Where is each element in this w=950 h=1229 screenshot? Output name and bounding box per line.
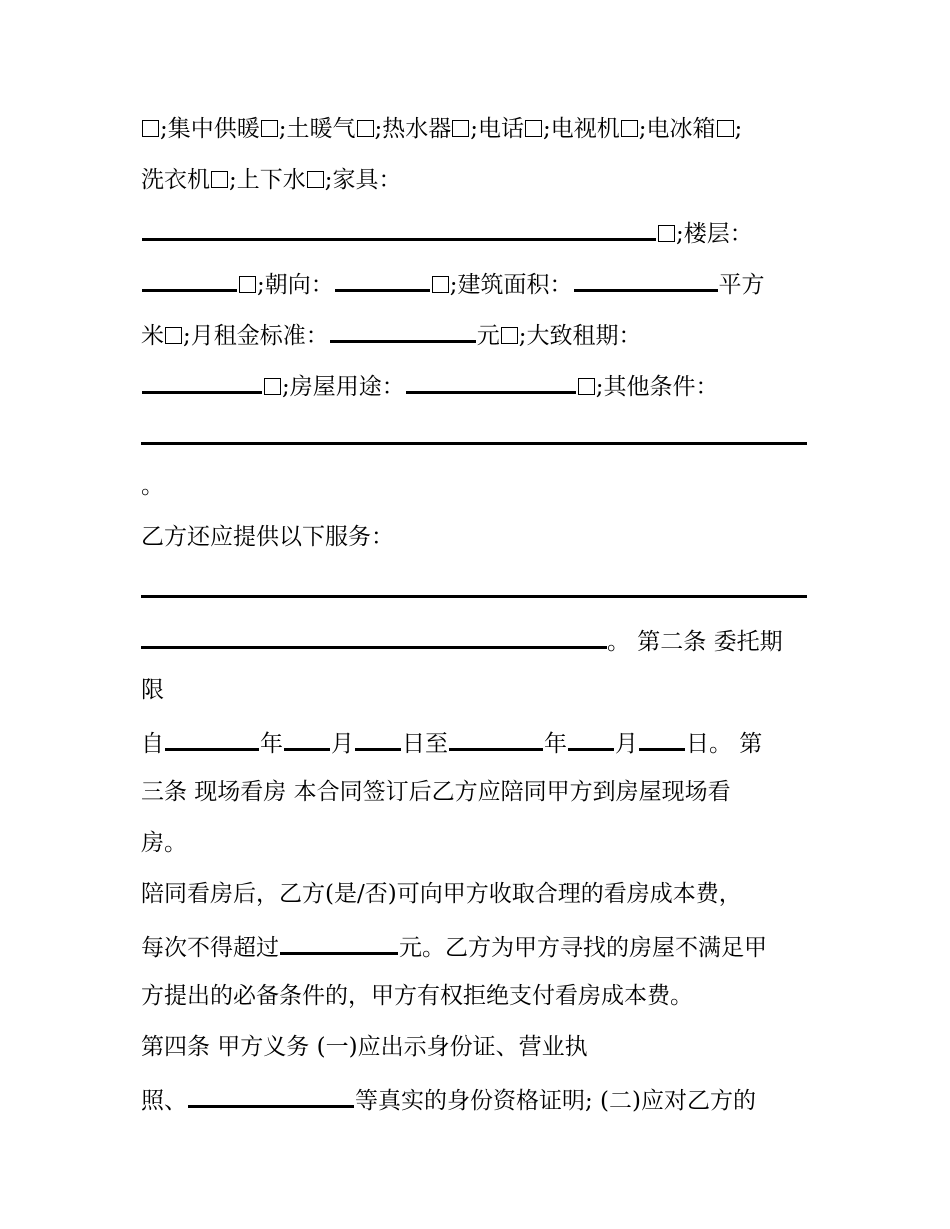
text: ;朝向：: [257, 272, 334, 298]
text: ;楼层：: [676, 221, 753, 247]
start-month-blank[interactable]: [284, 726, 330, 751]
fee-limit-blank[interactable]: [280, 930, 398, 955]
text: 第四条 甲方义务 (一)应出示身份证、营业执: [141, 1034, 588, 1060]
services-blank-2[interactable]: [141, 624, 607, 649]
text: 照、: [141, 1088, 187, 1114]
checkbox[interactable]: [717, 120, 734, 137]
viewing-fee-line: [141, 879, 742, 909]
area-blank[interactable]: [574, 267, 718, 292]
other-conditions-line: [141, 420, 807, 450]
furniture-line: [141, 216, 753, 246]
services-blank[interactable]: [141, 573, 807, 598]
floor-blank[interactable]: [142, 267, 237, 292]
text: ;电冰箱: [638, 116, 716, 142]
text: ;电话: [470, 116, 524, 142]
viewing-clause: [141, 777, 731, 807]
text: ;月租金标准：: [183, 323, 329, 349]
start-day-blank[interactable]: [355, 726, 401, 751]
text: 房。: [141, 830, 187, 856]
services-blank-line-2: [141, 624, 783, 654]
text: 每次不得超过: [141, 935, 279, 961]
floor-orientation-line: [141, 267, 765, 297]
services-heading: [141, 522, 394, 552]
checkbox[interactable]: [239, 276, 256, 293]
services-blank-line: [141, 573, 807, 603]
checkbox[interactable]: [142, 120, 159, 137]
identity-proof-line: [141, 1083, 756, 1113]
checkbox[interactable]: [621, 120, 638, 137]
text: 元。乙方为甲方寻找的房屋不满足甲: [399, 935, 767, 961]
start-year-blank[interactable]: [165, 726, 259, 751]
term-blank[interactable]: [142, 369, 262, 394]
text: 日至: [402, 731, 448, 757]
rent-line: [141, 318, 642, 348]
text: ;大致租期：: [518, 323, 642, 349]
checkbox[interactable]: [357, 120, 374, 137]
checkbox[interactable]: [501, 327, 518, 344]
text: 乙方还应提供以下服务：: [141, 524, 394, 550]
usage-blank[interactable]: [406, 369, 576, 394]
text: 。: [141, 473, 164, 499]
furniture-blank[interactable]: [142, 216, 656, 241]
text: 米: [141, 323, 164, 349]
text: ;家具：: [324, 167, 402, 193]
text: ;上下水: [229, 167, 306, 193]
refuse-fee-line: [141, 981, 693, 1011]
checkbox[interactable]: [578, 378, 595, 395]
text: ;集中供暖: [160, 116, 260, 142]
checkbox[interactable]: [307, 171, 324, 188]
end-year-blank[interactable]: [449, 726, 543, 751]
checkbox[interactable]: [261, 120, 278, 137]
checkbox[interactable]: [452, 120, 469, 137]
text: 年: [544, 731, 567, 757]
text: ;电视机: [543, 116, 620, 142]
text: 平方: [718, 272, 765, 298]
facilities-line-2: [141, 165, 402, 195]
checkbox[interactable]: [165, 327, 182, 344]
checkbox[interactable]: [525, 120, 542, 137]
text: ;: [734, 116, 743, 142]
end-month-blank[interactable]: [568, 726, 614, 751]
date-range-line: [141, 726, 762, 756]
checkbox[interactable]: [211, 171, 228, 188]
text: 方提出的必备条件的，甲方有权拒绝支付看房成本费。: [141, 983, 693, 1009]
text: 。 第二条 委托期: [607, 629, 783, 655]
checkbox[interactable]: [432, 276, 449, 293]
text: 日。 第: [686, 731, 763, 757]
text: 陪同看房后，乙方(是/否)可向甲方收取合理的看房成本费，: [141, 881, 742, 907]
text: ;房屋用途：: [282, 374, 405, 400]
text: 自: [141, 731, 164, 757]
text: ;建筑面积：: [449, 272, 573, 298]
text: 月: [331, 731, 354, 757]
checkbox[interactable]: [658, 225, 675, 242]
text: 三条 现场看房 本合同签订后乙方应陪同甲方到房屋现场看: [141, 779, 731, 805]
term-heading-end: [141, 675, 164, 705]
end-day-blank[interactable]: [639, 726, 685, 751]
text: ;其他条件：: [595, 374, 719, 400]
usage-line: [141, 369, 719, 399]
text: ;土暖气: [278, 116, 356, 142]
other-conditions-blank[interactable]: [141, 420, 807, 445]
text: 元: [476, 323, 500, 349]
facilities-line-1: [141, 114, 742, 144]
rent-blank[interactable]: [330, 318, 476, 343]
text: 等真实的身份资格证明; (二)应对乙方的: [355, 1088, 757, 1114]
orientation-blank[interactable]: [335, 267, 430, 292]
identity-doc-blank[interactable]: [188, 1083, 354, 1108]
text: 年: [260, 731, 283, 757]
viewing-clause-end: [141, 828, 187, 858]
period-line: [141, 471, 164, 501]
text: 限: [141, 677, 164, 703]
text: 洗衣机: [141, 167, 210, 193]
party-a-obligations-heading: [141, 1032, 588, 1062]
checkbox[interactable]: [264, 378, 281, 395]
text: ;热水器: [374, 116, 452, 142]
text: 月: [615, 731, 638, 757]
viewing-fee-limit-line: [141, 930, 767, 960]
